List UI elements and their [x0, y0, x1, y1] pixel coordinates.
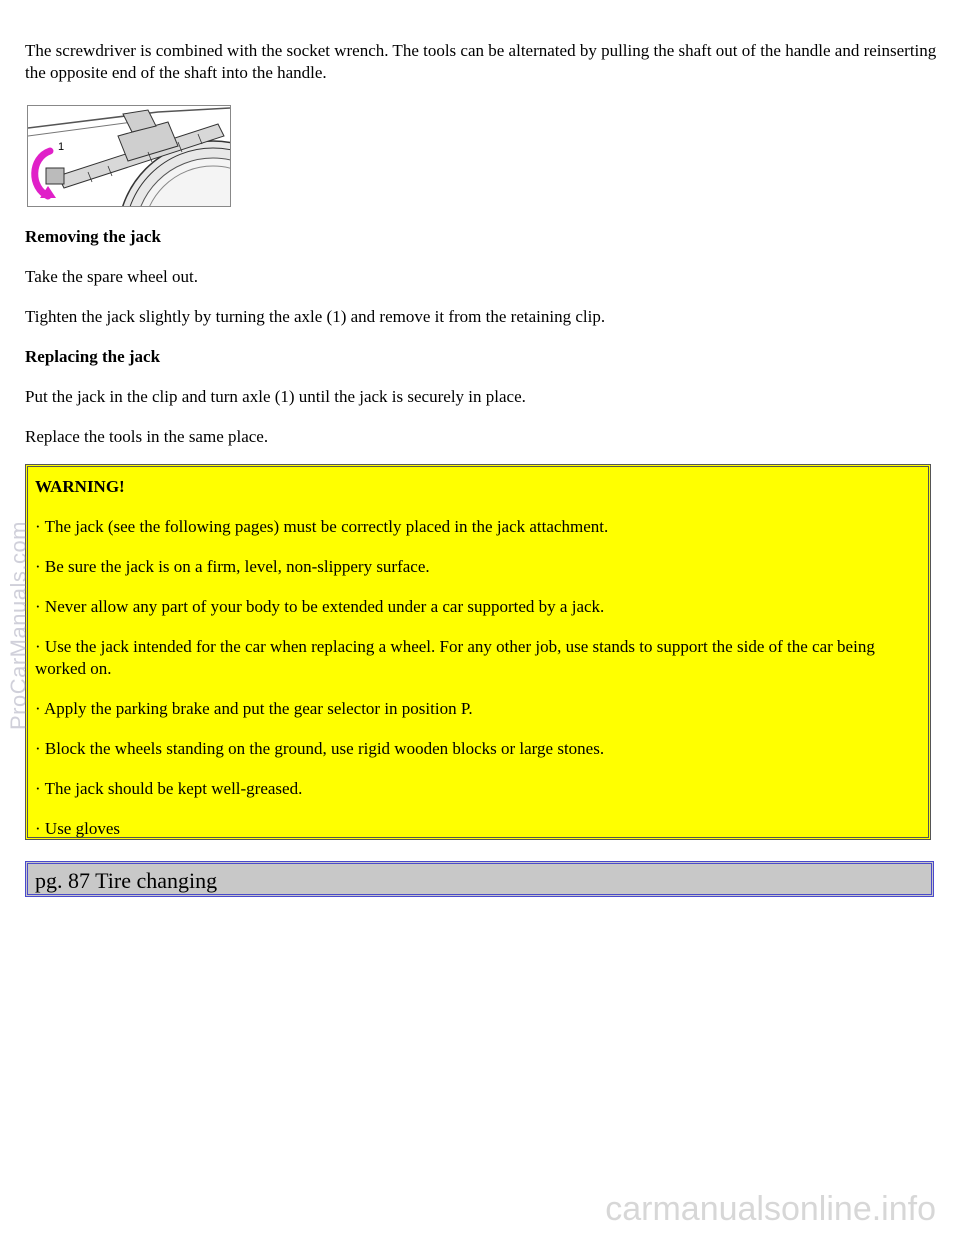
warning-title: WARNING! [35, 477, 125, 496]
replacing-heading: Replacing the jack [25, 347, 161, 366]
removing-heading: Removing the jack [25, 227, 161, 246]
warning-item: · The jack (see the following pages) must be correctly placed in the jack attachment. [35, 517, 609, 536]
bottom-watermark: carmanualsonline.info [605, 1190, 936, 1228]
warning-item: · Be sure the jack is on a firm, level, non-slippery surface. [35, 557, 430, 576]
warning-item: · Apply the parking brake and put the gear selector in position P. [35, 699, 473, 718]
jack-drawing [28, 106, 230, 206]
replacing-line-2: Replace the tools in the same place. [25, 427, 269, 446]
intro-paragraph: The screwdriver is combined with the socket wrench. The tools can be alternated by pulling the shaft out of the handle and reinserting the opposite end of the shaft into the handle. [25, 41, 937, 82]
side-watermark: ProCarManuals.com [6, 520, 31, 730]
warning-item: · Never allow any part of your body to be extended under a car supported by a jack. [35, 597, 605, 616]
warning-item: · Use the jack intended for the car when replacing a wheel. For any other job, use stands to support the side of the car being worked on. [35, 637, 875, 678]
page-footer-bar [25, 861, 934, 897]
page-footer-label: pg. 87 Tire changing [35, 868, 218, 893]
warning-box [25, 464, 931, 840]
warning-item: · Block the wheels standing on the ground, use rigid wooden blocks or large stones. [35, 739, 605, 758]
removing-line-2: Tighten the jack slightly by turning the axle (1) and remove it from the retaining clip. [25, 307, 606, 326]
replacing-line-1: Put the jack in the clip and turn axle (1) until the jack is securely in place. [25, 387, 526, 406]
warning-item: · Use gloves [35, 819, 120, 838]
jack-illustration [27, 105, 231, 207]
removing-line-1: Take the spare wheel out. [25, 267, 198, 286]
warning-item: · The jack should be kept well-greased. [35, 779, 303, 798]
figure-callout: 1 [58, 141, 65, 153]
